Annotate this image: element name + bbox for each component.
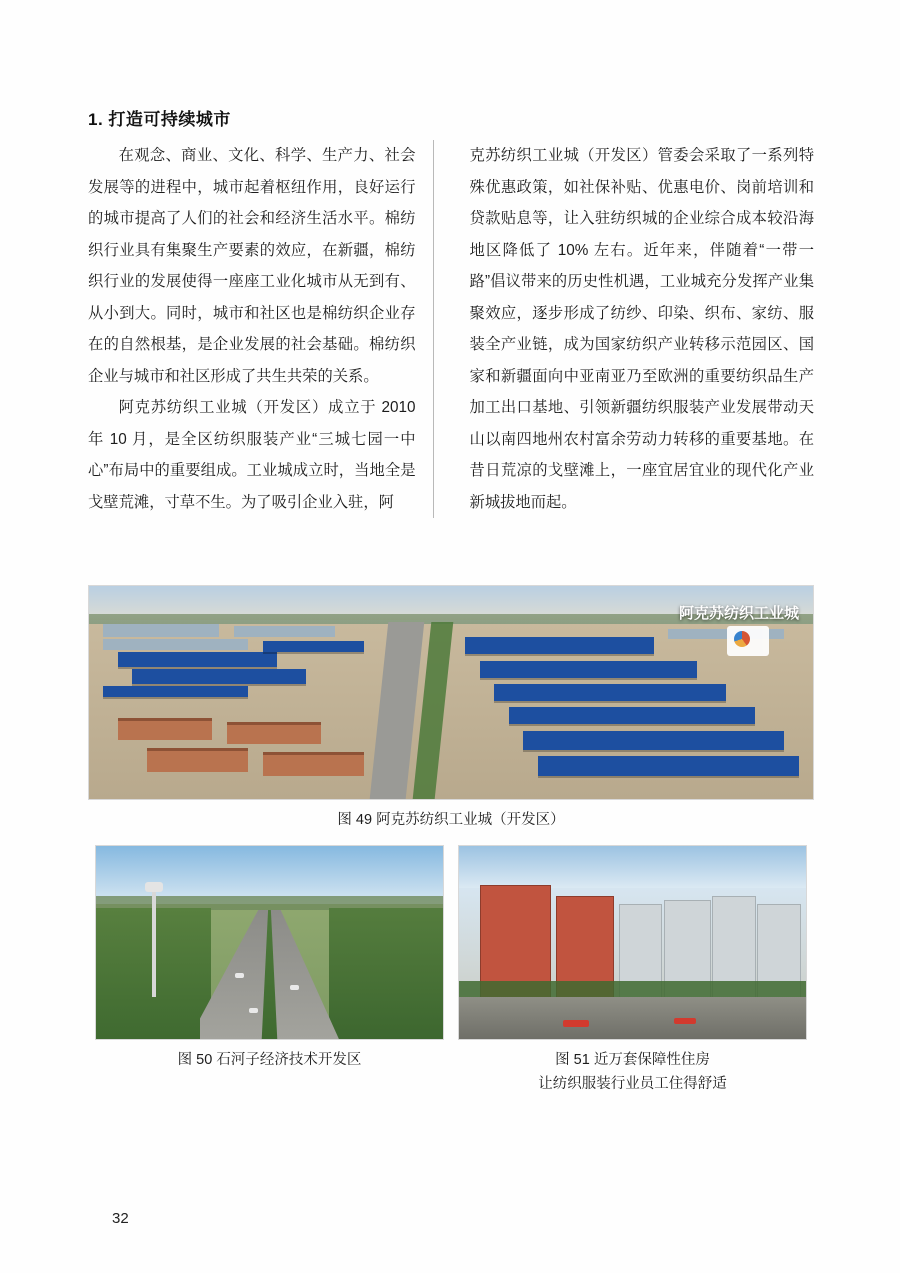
page-title: 1. 打造可持续城市 bbox=[88, 110, 231, 129]
figure-51-caption-line1: 图 51 近万套保障性住房 bbox=[555, 1052, 710, 1068]
vehicle bbox=[290, 985, 299, 990]
residential-building bbox=[263, 752, 364, 776]
factory-roof bbox=[538, 756, 799, 775]
factory-roof bbox=[480, 661, 697, 678]
figure-49-image bbox=[88, 585, 814, 800]
figure-49-caption: 图 49 阿克苏纺织工业城（开发区） bbox=[337, 812, 565, 828]
figure-51 bbox=[458, 845, 807, 1095]
residential-building bbox=[147, 748, 248, 772]
factory-roof bbox=[103, 686, 248, 697]
figure-50-caption: 图 50 石河子经济技术开发区 bbox=[177, 1052, 362, 1068]
figure-51-caption-line2: 让纺织服装行业员工住得舒适 bbox=[538, 1076, 727, 1092]
page-number: 32 bbox=[112, 1210, 129, 1227]
factory-roof bbox=[103, 624, 219, 637]
vehicle bbox=[249, 1008, 258, 1013]
factory-roof bbox=[494, 684, 726, 701]
residential-building bbox=[118, 718, 212, 740]
left-column bbox=[88, 140, 434, 518]
light-pole bbox=[152, 888, 156, 996]
textile-city-logo bbox=[727, 626, 769, 656]
bus bbox=[563, 1020, 589, 1027]
street-area bbox=[459, 997, 806, 1039]
paragraph: 在观念、商业、文化、科学、生产力、社会发展等的进程中，城市起着枢纽作用，良好运行的城市提高了人们的社会和经济生活水平。棉纺织行业具有集聚生产要素的效应，在新疆，棉纺织行业的发展使得一座座工业化城市从无到有、从小到大。同时，城市和社区也是棉纺织企业存在的自然根基，是企业发展的社会基础。棉纺织企业与城市和社区形成了共生共荣的关系。 bbox=[88, 147, 416, 385]
factory-roof bbox=[523, 731, 784, 750]
figure-51-image bbox=[458, 845, 807, 1040]
figure-50-image bbox=[95, 845, 444, 1040]
two-column-body bbox=[88, 140, 814, 518]
sky-band bbox=[459, 846, 806, 888]
image-watermark-text: 阿克苏纺织工业城 bbox=[678, 605, 799, 622]
figure-50 bbox=[95, 845, 444, 1095]
factory-roof bbox=[103, 639, 248, 650]
factory-roof bbox=[465, 637, 653, 654]
figure-row bbox=[95, 845, 807, 1095]
vehicle bbox=[235, 973, 244, 978]
bus bbox=[674, 1018, 696, 1024]
factory-roof bbox=[234, 626, 335, 637]
residential-building bbox=[227, 722, 321, 744]
factory-roof bbox=[118, 652, 277, 667]
figure-49 bbox=[88, 585, 814, 831]
factory-roof bbox=[509, 707, 755, 724]
factory-roof bbox=[132, 669, 306, 684]
paragraph: 阿克苏纺织工业城（开发区）成立于 2010 年 10 月，是全区纺织服装产业“三城七园一中心”布局中的重要组成。工业城成立时，当地全是戈壁荒滩，寸草不生。为了吸引企业入驻，阿 bbox=[88, 399, 416, 511]
paragraph: 克苏纺织工业城（开发区）管委会采取了一系列特殊优惠政策，如社保补贴、优惠电价、岗前培训和贷款贴息等，让入驻纺织城的企业综合成本较沿海地区降低了 10% 左右。近年来，伴随着“一带一路”倡议带来的历史性机遇，工业城充分发挥产业集聚效应，逐步形成了纺纱、印染、织布、家纺、服装全产业链，成为国家纺织产业转移示范园区、国家和新疆面向中亚南亚乃至欧洲的重要纺织品生产加工出口基地、引领新疆纺织服装产业发展带动天山以南四地州农村富余劳动力转移的重要基地。在昔日荒凉的戈壁滩上，一座宜居宜业的现代化产业新城拔地而起。 bbox=[469, 147, 814, 511]
factory-roof bbox=[263, 641, 364, 652]
right-treeline bbox=[329, 908, 444, 1039]
right-column bbox=[470, 140, 814, 518]
